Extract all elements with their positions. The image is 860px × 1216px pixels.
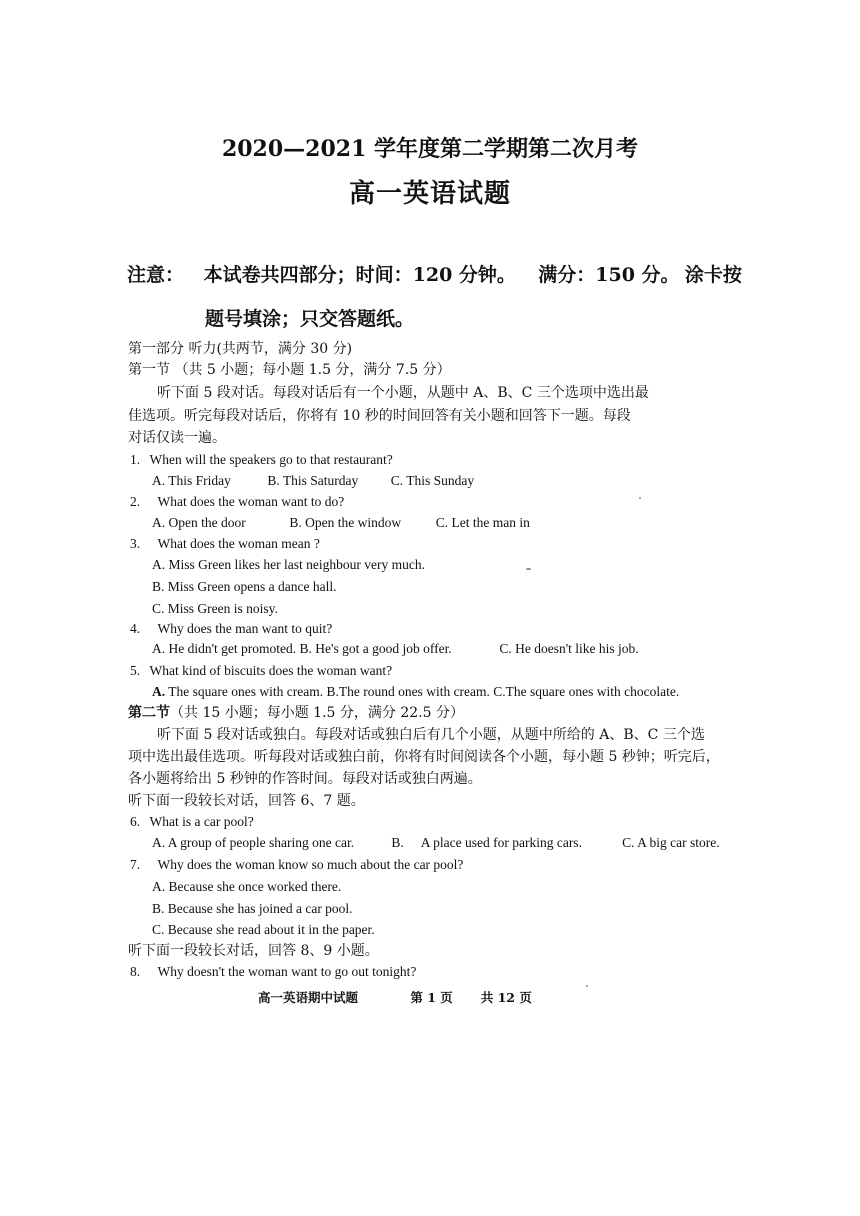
question-3 (130, 535, 320, 553)
question-3-option-b: B. Miss Green opens a dance hall. (152, 579, 337, 594)
section1-instructions-3: 对话仅读一遍。 (128, 430, 226, 446)
group1-instructions: 听下面一段较长对话，回答 6、7 题。 (128, 793, 365, 809)
question-6-options (152, 834, 720, 852)
question-5-options (152, 683, 679, 701)
question-7-option-a: A. Because she once worked there. (152, 879, 342, 894)
option-b: A place used for parking cars. (420, 835, 582, 850)
option-b: B. This Saturday (267, 473, 359, 488)
question-number: 6. (130, 814, 141, 829)
question-4-options (152, 640, 639, 658)
section2-instructions-2: 项中选出最佳选项。听每段对话或独白前，你将有时间阅读各个小题，每小题 5 秒钟；听完后， (128, 749, 720, 765)
question-7-option-b: B. Because she has joined a car pool. (152, 901, 353, 916)
group2-instructions: 听下面一段较长对话，回答 8、9 小题。 (128, 943, 379, 959)
question-stem: Why does the woman know so much about the car pool? (157, 857, 464, 872)
question-3-option-a: A. Miss Green likes her last neighbour very much. (152, 557, 425, 572)
page-footer (258, 988, 532, 1006)
question-stem: Why doesn't the woman want to go out tonight? (157, 964, 417, 979)
option-c: C. He doesn't like his job. (499, 641, 639, 656)
section1-instructions-2: 佳选项。听完每段对话后，你将有 10 秒的时间回答有关小题和回答下一题。每段 (128, 408, 631, 424)
option-c: C. Let the man in (435, 515, 530, 530)
option-a-b: A. He didn't get promoted. B. He's got a good job offer. (152, 641, 452, 656)
section2-instructions-1: 听下面 5 段对话或独白。每段对话或独白后有几个小题，从题中所给的 A、B、C 三个选 (157, 727, 705, 743)
question-1 (130, 451, 393, 469)
question-1-options (152, 472, 474, 490)
question-number: 2. (130, 494, 141, 509)
notice-text-1: 本试卷共四部分；时间：120 分钟。 (203, 264, 516, 286)
question-8 (130, 963, 416, 981)
scan-speck (526, 568, 531, 570)
question-number: 7. (130, 857, 141, 872)
scan-speck (586, 985, 588, 987)
section2-instructions-3: 各小题将给出 5 秒钟的作答时间。每段对话或独白两遍。 (128, 771, 482, 787)
option-b: B. Open the window (289, 515, 402, 530)
section1-heading: 第一节 （共 5 小题；每小题 1.5 分，满分 7.5 分） (128, 362, 451, 378)
option-text: The square ones with cream. B.The round ones with cream. C.The square ones with chocolate. (168, 684, 680, 699)
question-4 (130, 620, 332, 638)
notice-line-1 (127, 260, 747, 287)
question-2-options (152, 514, 530, 532)
question-stem: What kind of biscuits does the woman want? (149, 663, 393, 678)
question-number: 8. (130, 964, 141, 979)
option-b-label: B. (391, 835, 404, 850)
footer-total-pages: 共 12 页 (480, 990, 532, 1005)
question-5 (130, 662, 392, 680)
question-7 (130, 856, 463, 874)
question-number: 3. (130, 536, 141, 551)
option-a-label: A. (152, 684, 166, 699)
section2-heading (128, 704, 464, 722)
question-number: 5. (130, 663, 141, 678)
question-2 (130, 493, 344, 511)
notice-text-3: 涂卡按 (684, 264, 742, 286)
question-number: 1. (130, 452, 141, 467)
notice-text-2: 满分：150 分。 (538, 264, 680, 286)
exam-title: 2020—2021 学年度第二学期第二次月考 (221, 136, 639, 162)
option-c: C. This Sunday (390, 473, 475, 488)
section1-instructions-1: 听下面 5 段对话。每段对话后有一个小题，从题中 A、B、C 三个选项中选出最 (157, 385, 649, 401)
section2-label: 第二节 (128, 705, 170, 721)
part1-heading: 第一部分 听力(共两节，满分 30 分) (128, 341, 353, 357)
footer-exam-name: 高一英语期中试题 (258, 990, 359, 1005)
question-stem: What does the woman want to do? (157, 494, 345, 509)
option-c: C. A big car store. (622, 835, 720, 850)
exam-subtitle: 高一英语试题 (348, 179, 511, 209)
question-number: 4. (130, 621, 141, 636)
section2-heading-rest: （共 15 小题；每小题 1.5 分，满分 22.5 分） (170, 705, 464, 721)
option-a: A. A group of people sharing one car. (152, 835, 355, 850)
footer-page-number: 第 1 页 (410, 990, 453, 1005)
question-stem: When will the speakers go to that restaurant? (149, 452, 393, 467)
question-stem: What is a car pool? (149, 814, 254, 829)
question-6 (130, 813, 254, 831)
option-a: A. Open the door (152, 515, 246, 530)
notice-line-2: 题号填涂；只交答题纸。 (205, 308, 415, 330)
notice-label: 注意： (127, 264, 185, 286)
option-a: A. This Friday (152, 473, 231, 488)
scan-speck (639, 497, 641, 499)
question-stem: What does the woman mean ? (157, 536, 320, 551)
question-3-option-c: C. Miss Green is noisy. (152, 601, 278, 616)
question-stem: Why does the man want to quit? (157, 621, 333, 636)
question-7-option-c: C. Because she read about it in the paper. (152, 922, 375, 937)
